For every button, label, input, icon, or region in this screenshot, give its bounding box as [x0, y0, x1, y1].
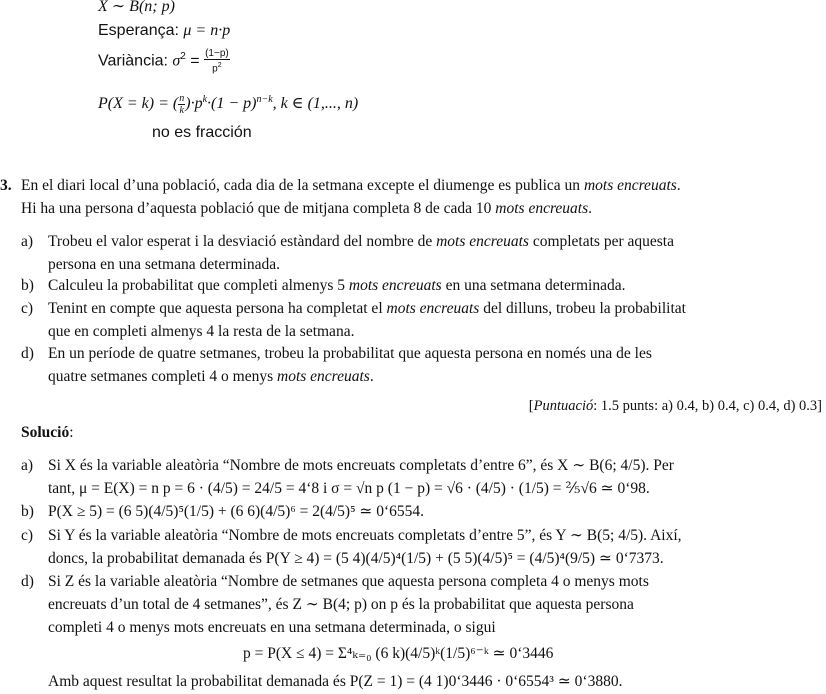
solution-part-d-formula: p = P(X ≤ 4) = Σ⁴ₖ₌₀ (6 k)(4/5)ᵏ(1/5)⁶⁻ᵏ ≃ 0‘3446 [243, 645, 554, 662]
solution-part-c-label: c) [21, 527, 34, 544]
problem-part-a-text: Trobeu el valor esperat i la desviació estàndard del nombre de mots encreuats completats per aquesta persona en una setmana determinada. [48, 233, 674, 273]
solution-part-a-text: Si X és la variable aleatòria “Nombre de mots encreuats completats d’entre 6”, és X ∼ B(6; 4/5). Per tant, μ = E(X) = n p = 6 · (4/5) = 24/5 = 4‘8 i σ = √n p (1 − p) = √6 · (4/5) · (1/5) = ⅖√6 ≃ 0‘98. [48, 457, 674, 497]
solution-part-d-label: d) [21, 573, 34, 590]
problem-part-c: c) [21, 300, 34, 317]
expectation-label: Esperança: [98, 22, 184, 39]
problem-part-b: b) [21, 277, 34, 294]
problem-part-a: a) [21, 233, 34, 250]
solution-part-b-label: b) [21, 503, 34, 520]
problem-part-c-text: Tenint en compte que aquesta persona ha completat el mots encreuats del dilluns, trobeu la probabilitat que en completi almenys 4 la resta de la setmana. [48, 300, 686, 340]
problem-intro: En el diari local d’una població, cada dia de la setmana excepte el diumenge es publica un mots encreuats. Hi ha una persona d’aquesta població que de mitjana completa 8 de cada 10 mots encreuats. [21, 177, 681, 217]
solution-part-b-text: P(X ≥ 5) = (6 5)(4/5)⁵(1/5) + (6 6)(4/5)⁶ = 2(4/5)⁵ ≃ 0‘6554. [48, 503, 425, 520]
solution-part-d-text: Si Z és la variable aleatòria “Nombre de setmanes que aquesta persona completa 4 o menys mots encreuats d’un total de 4 setmanes”, és Z ∼ B(4; p) on p és la probabilitat que aquesta persona completi 4 o menys mots encreuats en una setmana determinada, o sigui [48, 573, 649, 636]
notes-pmf-formula: P(X = k) = ( $\frac{n}{k}$ )$\cdot p^k\cdot(1 - p)^{n-k}$, k ∈ (1,..., n) [98, 93, 359, 116]
solution-heading: Solució: [21, 424, 74, 441]
variance-fraction: $\frac{(1-p)}{p^2}$ [205, 48, 229, 75]
solution-final-result: Amb aquest resultat la probabilitat demanada és P(Z = 1) = (4 1)0‘3446 · 0‘6554³ ≃ 0‘3880. [48, 673, 623, 690]
notes-binomial-definition: X ∼ B(n; p) [98, 0, 175, 15]
problem-part-d: d) [21, 345, 34, 362]
variance-label: Variància: [98, 52, 173, 70]
problem-part-b-text: Calculeu la probabilitat que completi almenys 5 mots encreuats en una setmana determinada. [48, 277, 626, 294]
expectation-formula: μ = n·p [183, 22, 231, 39]
scoring-note: [Puntuació: 1.5 punts: a) 0.4, b) 0.4, c) 0.4, d) 0.3] [528, 398, 822, 414]
problem-number: 3. [0, 177, 12, 194]
solution-part-c-text: Si Y és la variable aleatòria “Nombre de mots encreuats completats d’entre 5”, és Y ∼ B(5; 4/5). Així, doncs, la probabilitat demanada és P(Y ≥ 4) = (5 4)(4/5)⁴(1/5) + (5 5)(4/5)⁵ = (4/5)⁴(9/5) ≃ 0‘7373. [48, 527, 682, 567]
variance-sigma: σ [172, 52, 181, 70]
problem-part-d-text: En un període de quatre setmanes, trobeu la probabilitat que aquesta persona en només una de les quatre setmanes completi 4 o menys mots encreuats. [48, 345, 652, 385]
notes-variance: Variància: $\sigma^2$ = $\frac{(1-p)}{p^2}$ [98, 48, 229, 75]
notes-no-fraction: no es fracción [152, 124, 252, 141]
notes-expectation [98, 22, 230, 40]
solution-part-a-label: a) [21, 457, 34, 474]
